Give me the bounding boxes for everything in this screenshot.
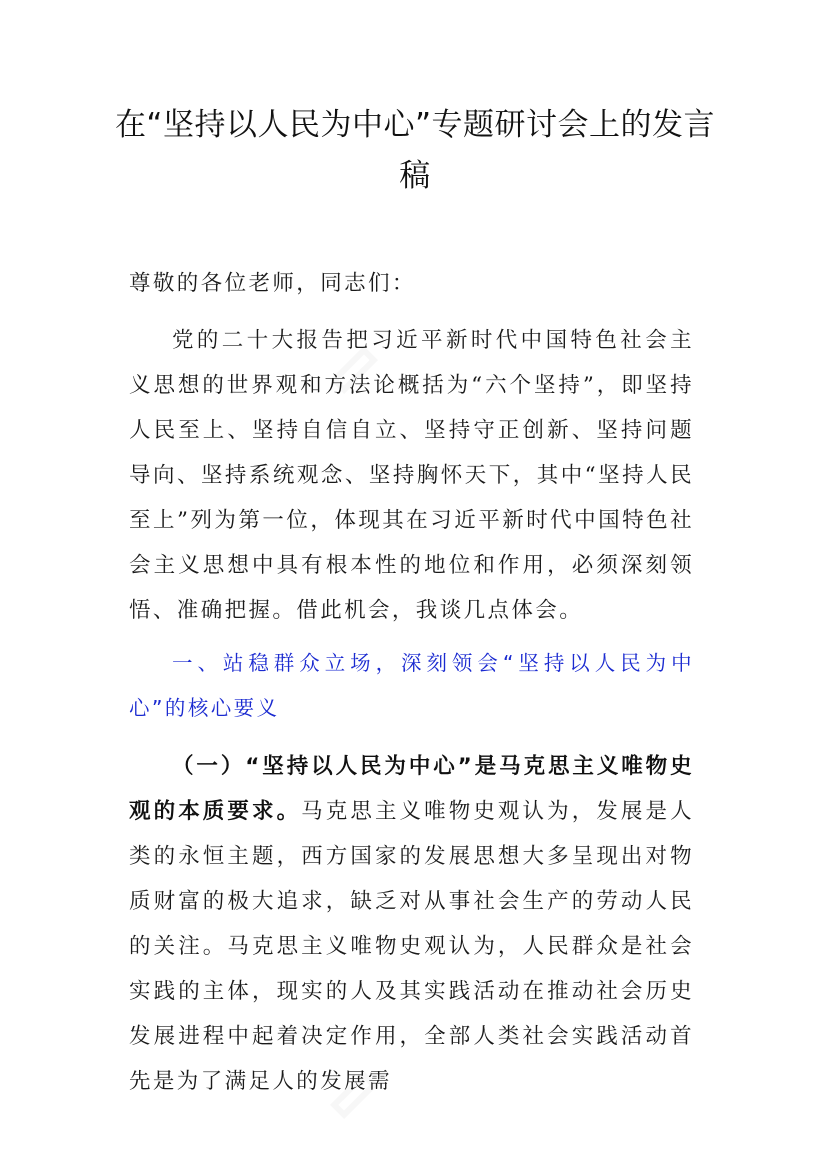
subsection-body: 马克思主义唯物史观认为，发展是人类的永恒主题，西方国家的发展思想大多呈现出对物质财富的极大追求，缺乏对从事社会生产的劳动人民的关注。马克思主义唯物史观认为，人民群众是社会实践的主体，现实的人及其实践活动在推动社会历史发展进程中起着决定作用，全部人类社会实践活动首先是为了满足人的发展需 <box>129 799 694 1094</box>
section-heading-1: 一、站稳群众立场，深刻领会“坚持以人民为中心”的核心要义 <box>129 651 694 720</box>
subsection-lead: （一）“坚持以人民为中心”是马克思主义唯物史观的本质要求。 <box>129 754 694 824</box>
subsection-paragraph-1 <box>129 744 694 1104</box>
intro-paragraph: 党的二十大报告把习近平新时代中国特色社会主义思想的世界观和方法论概括为“六个坚持”，即坚持人民至上、坚持自信自立、坚持守正创新、坚持问题导向、坚持系统观念、坚持胸怀天下，其中“坚持人民至上”列为第一位，体现其在习近平新时代中国特色社会主义思想中具有根本性的地位和作用，必须深刻领悟、准确把握。借此机会，我谈几点体会。 <box>129 328 694 623</box>
document-title: 在“坚持以人民为中心”专题研讨会上的发言稿 <box>114 107 716 194</box>
salutation: 尊敬的各位老师，同志们： <box>129 271 416 296</box>
